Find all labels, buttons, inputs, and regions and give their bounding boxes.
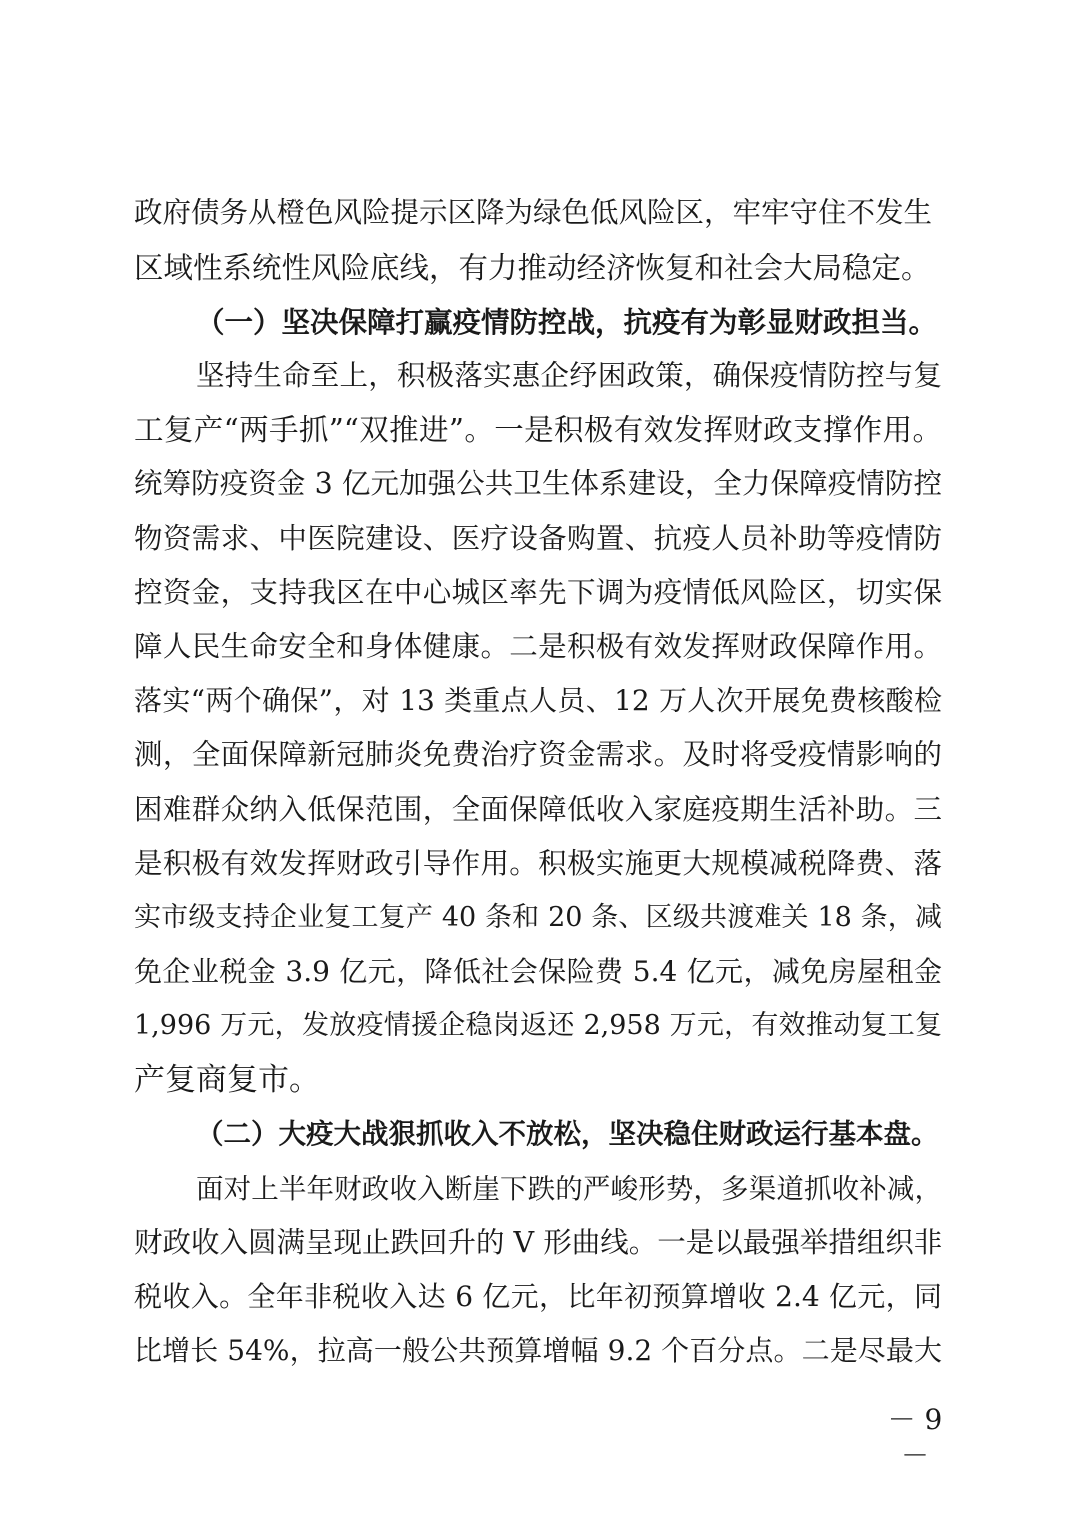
- text-line: 统筹防疫资金 3 亿元加强公共卫生体系建设，全力保障疫情防控: [134, 467, 942, 500]
- text-line: 困难群众纳入低保范围，全面保障低收入家庭疫期生活补助。三: [134, 793, 942, 826]
- text-line: 政府债务从橙色风险提示区降为绿色低风险区，牢牢守住不发生: [134, 196, 933, 229]
- text-line: 坚持生命至上，积极落实惠企纾困政策，确保疫情防控与复: [196, 359, 942, 392]
- text-line: 财政收入圆满呈现止跌回升的 V 形曲线。一是以最强举措组织非: [134, 1226, 943, 1259]
- text-line: 税收入。全年非税收入达 6 亿元，比年初预算增收 2.4 亿元，同: [134, 1280, 942, 1313]
- section-heading: （二）大疫大战狠抓收入不放松，坚决稳住财政运行基本盘。: [196, 1118, 939, 1150]
- text-line: 障人民生命安全和身体健康。二是积极有效发挥财政保障作用。: [134, 630, 942, 663]
- text-line: 面对上半年财政收入断崖下跌的严峻形势，多渠道抓收补减，: [196, 1173, 942, 1205]
- section-heading: （一）坚决保障打赢疫情防控战，抗疫有为彰显财政担当。: [196, 305, 938, 339]
- text-line: 物资需求、中医院建设、医疗设备购置、抗疫人员补助等疫情防: [134, 522, 942, 555]
- text-line: 落实“两个确保”，对 13 类重点人员、12 万人次开展免费核酸检: [134, 684, 942, 717]
- text-line: 免企业税金 3.9 亿元，降低社会保险费 5.4 亿元，减免房屋租金: [134, 955, 942, 988]
- text-line: 比增长 54%，拉高一般公共预算增幅 9.2 个百分点。二是尽最大: [134, 1334, 942, 1367]
- text-line: 区域性系统性风险底线，有力推动经济恢复和社会大局稳定。: [134, 251, 931, 285]
- text-line: 产复商复市。: [134, 1062, 320, 1098]
- page-number: － 9 －: [887, 1403, 943, 1472]
- text-line: 是积极有效发挥财政引导作用。积极实施更大规模减税降费、落: [134, 847, 942, 880]
- text-line: 实市级支持企业复工复产 40 条和 20 条、区级共渡难关 18 条，减: [134, 902, 942, 933]
- text-line: 工复产“两手抓”“双推进”。一是积极有效发挥财政支撑作用。: [134, 413, 942, 447]
- text-line: 测，全面保障新冠肺炎免费治疗资金需求。及时将受疫情影响的: [134, 738, 942, 771]
- text-line: 控资金，支持我区在中心城区率先下调为疫情低风险区，切实保: [134, 576, 942, 609]
- text-line: 1,996 万元，发放疫情援企稳岗返还 2,958 万元，有效推动复工复: [134, 1010, 942, 1041]
